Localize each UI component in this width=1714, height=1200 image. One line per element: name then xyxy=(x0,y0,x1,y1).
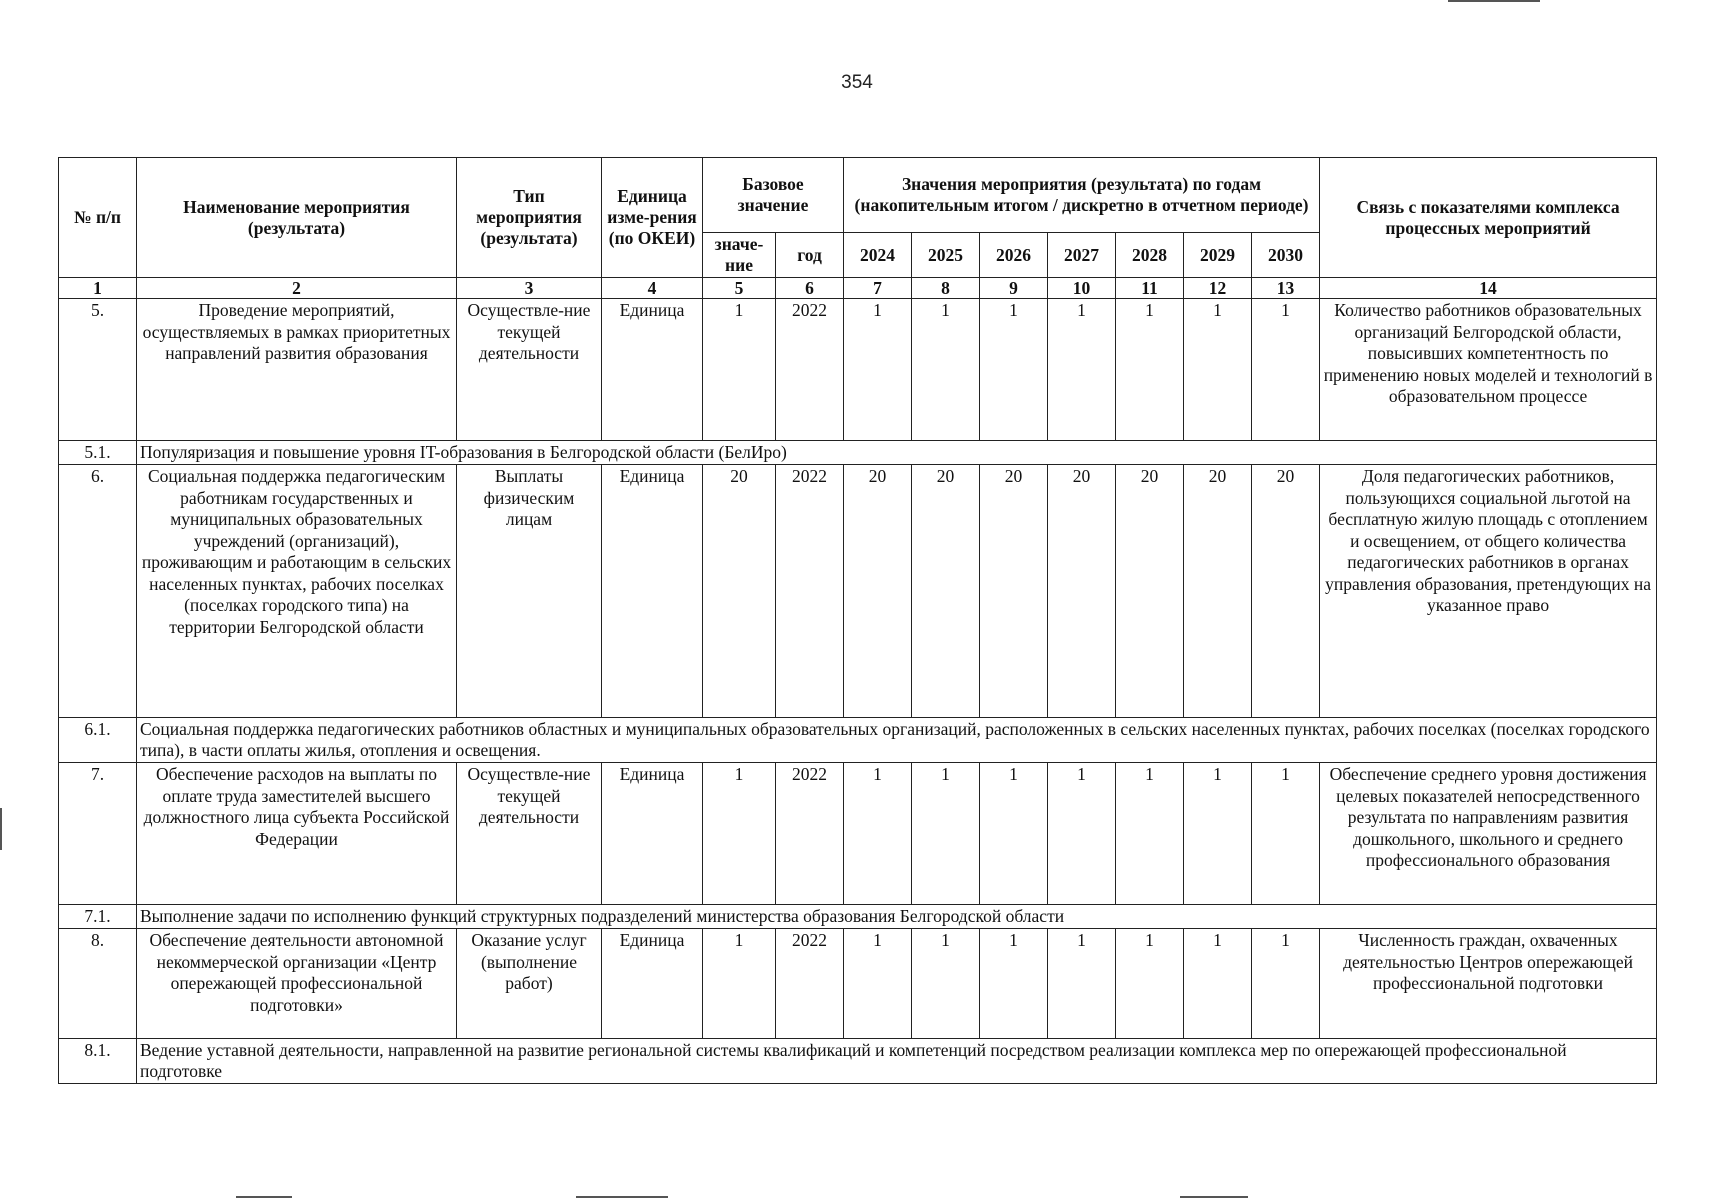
column-index: 9 xyxy=(980,278,1048,299)
sub-row-text: Выполнение задачи по исполнению функций структурных подразделений министерства образования Белгородской области xyxy=(137,905,1657,929)
row-year-value: 1 xyxy=(844,299,912,441)
row-year-value: 1 xyxy=(1116,299,1184,441)
row-year-value: 1 xyxy=(1116,763,1184,905)
column-index: 4 xyxy=(602,278,703,299)
sub-row xyxy=(59,905,1657,929)
row-link: Доля педагогических работников, пользующихся социальной льготой на бесплатную жилую площадь с отоплением и освещением, от общего количества педагогических работников в органах управления образования, претендующих на указанное право xyxy=(1320,465,1657,718)
row-link: Обеспечение среднего уровня достижения целевых показателей непосредственного результата по направлениям развития дошкольного, школьного и среднего профессионального образования xyxy=(1320,763,1657,905)
header-year: 2029 xyxy=(1184,233,1252,278)
row-year-value: 1 xyxy=(1184,929,1252,1039)
scan-edge-mark xyxy=(576,1196,668,1198)
header-year: 2024 xyxy=(844,233,912,278)
measures-table xyxy=(58,157,1657,1084)
scan-edge-mark xyxy=(1180,1196,1248,1198)
row-base-year: 2022 xyxy=(776,465,844,718)
header-link: Связь с показателями комплекса процессных мероприятий xyxy=(1320,158,1657,278)
row-year-value: 20 xyxy=(1184,465,1252,718)
row-unit: Единица xyxy=(602,465,703,718)
row-unit: Единица xyxy=(602,299,703,441)
row-base-value: 1 xyxy=(703,763,776,905)
sub-row-text: Популяризация и повышение уровня IT-образования в Белгородской области (БелИро) xyxy=(137,441,1657,465)
header-type: Тип мероприятия (результата) xyxy=(457,158,602,278)
row-year-value: 1 xyxy=(980,929,1048,1039)
row-year-value: 20 xyxy=(980,465,1048,718)
row-unit: Единица xyxy=(602,929,703,1039)
row-year-value: 20 xyxy=(1116,465,1184,718)
row-num: 5. xyxy=(59,299,137,441)
row-year-value: 1 xyxy=(844,929,912,1039)
sub-row-num: 7.1. xyxy=(59,905,137,929)
row-type: Оказание услуг (выполнение работ) xyxy=(457,929,602,1039)
column-index-row xyxy=(59,278,1657,299)
row-base-year: 2022 xyxy=(776,299,844,441)
header-year: 2027 xyxy=(1048,233,1116,278)
header-values: Значения мероприятия (результата) по годам (накопительным итогом / дискретно в отчетном периоде) xyxy=(844,158,1320,233)
header-num: № п/п xyxy=(59,158,137,278)
row-year-value: 20 xyxy=(1048,465,1116,718)
header-year: 2028 xyxy=(1116,233,1184,278)
sub-row-num: 5.1. xyxy=(59,441,137,465)
row-num: 6. xyxy=(59,465,137,718)
row-name: Проведение мероприятий, осуществляемых в рамках приоритетных направлений развития образования xyxy=(137,299,457,441)
row-num: 8. xyxy=(59,929,137,1039)
row-year-value: 1 xyxy=(1048,299,1116,441)
row-year-value: 1 xyxy=(1252,299,1320,441)
row-year-value: 1 xyxy=(844,763,912,905)
header-name: Наименование мероприятия (результата) xyxy=(137,158,457,278)
row-year-value: 1 xyxy=(1252,929,1320,1039)
row-year-value: 1 xyxy=(912,763,980,905)
column-index: 10 xyxy=(1048,278,1116,299)
sub-row-text: Социальная поддержка педагогических работников областных и муниципальных образовательных организаций, расположенных в сельских населенных пунктах, рабочих поселках (поселках городского типа), в части оплаты жилья, отопления и освещения. xyxy=(137,718,1657,763)
row-year-value: 1 xyxy=(980,299,1048,441)
sub-row-text: Ведение уставной деятельности, направленной на развитие региональной системы квалификаций и компетенций посредством реализации комплекса мер по опережающей профессиональной подготовке xyxy=(137,1039,1657,1084)
header-base-year: год xyxy=(776,233,844,278)
row-year-value: 1 xyxy=(912,929,980,1039)
row-name: Обеспечение расходов на выплаты по оплате труда заместителей высшего должностного лица субъекта Российской Федерации xyxy=(137,763,457,905)
header-year: 2030 xyxy=(1252,233,1320,278)
column-index: 2 xyxy=(137,278,457,299)
sub-row xyxy=(59,441,1657,465)
header-base: Базовое значение xyxy=(703,158,844,233)
row-unit: Единица xyxy=(602,763,703,905)
row-year-value: 20 xyxy=(1252,465,1320,718)
sub-row xyxy=(59,1039,1657,1084)
row-num: 7. xyxy=(59,763,137,905)
table-row xyxy=(59,929,1657,1039)
scan-edge-mark xyxy=(236,1196,292,1198)
column-index: 12 xyxy=(1184,278,1252,299)
scan-edge-mark xyxy=(1448,0,1540,2)
row-year-value: 1 xyxy=(1252,763,1320,905)
header-year: 2025 xyxy=(912,233,980,278)
column-index: 14 xyxy=(1320,278,1657,299)
scan-edge-mark xyxy=(0,808,2,850)
sub-row-num: 6.1. xyxy=(59,718,137,763)
row-name: Обеспечение деятельности автономной некоммерческой организации «Центр опережающей профессиональной подготовки» xyxy=(137,929,457,1039)
row-name: Социальная поддержка педагогическим работникам государственных и муниципальных образовательных учреждений (организаций), проживающим и работающим в сельских населенных пунктах, рабочих поселках (поселках городского типа) на территории Белгородской области xyxy=(137,465,457,718)
row-base-year: 2022 xyxy=(776,929,844,1039)
row-year-value: 1 xyxy=(1048,929,1116,1039)
column-index: 1 xyxy=(59,278,137,299)
header-year: 2026 xyxy=(980,233,1048,278)
row-year-value: 1 xyxy=(1184,763,1252,905)
header-base-value: значе-ние xyxy=(703,233,776,278)
sub-row xyxy=(59,718,1657,763)
column-index: 6 xyxy=(776,278,844,299)
column-index: 3 xyxy=(457,278,602,299)
row-base-value: 1 xyxy=(703,299,776,441)
row-year-value: 20 xyxy=(912,465,980,718)
page-number: 354 xyxy=(841,72,873,93)
column-index: 8 xyxy=(912,278,980,299)
row-year-value: 1 xyxy=(980,763,1048,905)
sub-row-num: 8.1. xyxy=(59,1039,137,1084)
table-row xyxy=(59,763,1657,905)
row-base-year: 2022 xyxy=(776,763,844,905)
table-row xyxy=(59,465,1657,718)
row-year-value: 1 xyxy=(912,299,980,441)
column-index: 11 xyxy=(1116,278,1184,299)
row-type: Выплаты физическим лицам xyxy=(457,465,602,718)
table-row xyxy=(59,299,1657,441)
row-link: Численность граждан, охваченных деятельностью Центров опережающей профессиональной подготовки xyxy=(1320,929,1657,1039)
row-year-value: 1 xyxy=(1116,929,1184,1039)
header-unit: Единица изме-рения (по ОКЕИ) xyxy=(602,158,703,278)
column-index: 13 xyxy=(1252,278,1320,299)
row-base-value: 20 xyxy=(703,465,776,718)
row-type: Осуществле-ние текущей деятельности xyxy=(457,299,602,441)
row-year-value: 1 xyxy=(1184,299,1252,441)
row-year-value: 1 xyxy=(1048,763,1116,905)
row-type: Осуществле-ние текущей деятельности xyxy=(457,763,602,905)
row-link: Количество работников образовательных организаций Белгородской области, повысивших компетентность по применению новых моделей и технологий в образовательном процессе xyxy=(1320,299,1657,441)
row-year-value: 20 xyxy=(844,465,912,718)
column-index: 5 xyxy=(703,278,776,299)
row-base-value: 1 xyxy=(703,929,776,1039)
column-index: 7 xyxy=(844,278,912,299)
